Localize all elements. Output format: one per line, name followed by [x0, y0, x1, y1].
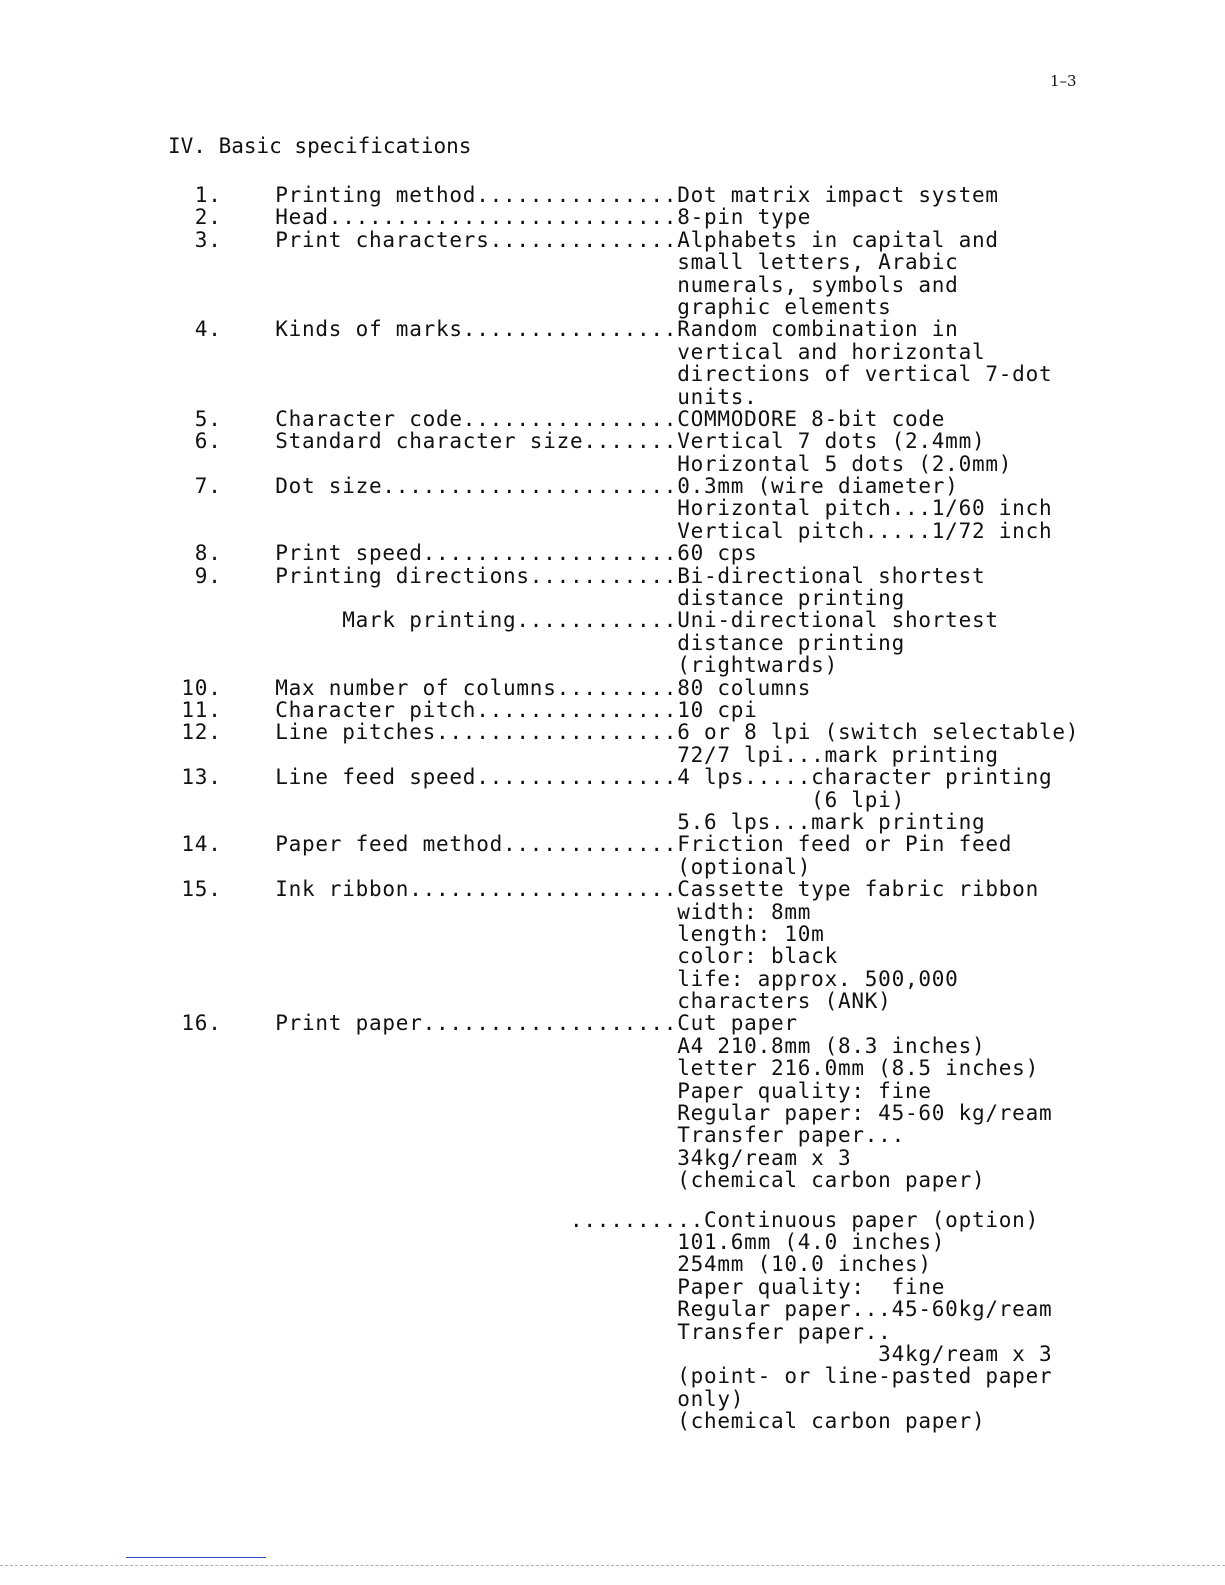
spec-line: 11. Character pitch...............10 cpi	[168, 697, 758, 722]
spec-line: (chemical carbon paper)	[168, 1168, 986, 1193]
spec-line: letter 216.0mm (8.5 inches)	[168, 1056, 1039, 1081]
spec-line: graphic elements	[168, 294, 892, 319]
spec-line: 15. Ink ribbon....................Cassette type fabric ribbon	[168, 877, 1039, 902]
spec-line: distance printing	[168, 586, 905, 611]
spec-line: 7. Dot size......................0.3mm (wire diameter)	[168, 474, 959, 499]
spec-line: 14. Paper feed method.............Friction feed or Pin feed	[168, 832, 1013, 857]
spec-line: 4. Kinds of marks................Random combination in	[168, 317, 959, 342]
spec-line: 34kg/ream x 3	[168, 1341, 1053, 1366]
spec-line: 9. Printing directions...........Bi-directional shortest	[168, 563, 986, 588]
spacer-line	[168, 1192, 1079, 1209]
spec-line: vertical and horizontal	[168, 339, 986, 364]
spec-line: 1. Printing method...............Dot matrix impact system	[168, 183, 999, 207]
spec-line: 16. Print paper...................Cut paper	[168, 1011, 798, 1036]
spec-line: (chemical carbon paper)	[168, 1409, 986, 1434]
section-heading: IV. Basic specifications	[168, 134, 472, 158]
spec-line: directions of vertical 7-dot	[168, 362, 1053, 387]
spec-line: (optional)	[168, 854, 812, 879]
spec-line: color: black	[168, 944, 838, 969]
spec-line: 72/7 lpi...mark printing	[168, 742, 999, 767]
spec-line: Transfer paper..	[168, 1319, 892, 1344]
spec-line: (6 lpi)	[168, 787, 905, 812]
spec-line: width: 8mm	[168, 899, 812, 924]
spec-line: Vertical pitch.....1/72 inch	[168, 518, 1053, 543]
scan-mark	[126, 1557, 266, 1558]
spec-line: 12. Line pitches..................6 or 8 lpi (switch selectable)	[168, 720, 1080, 745]
spec-line: characters (ANK)	[168, 989, 892, 1014]
spec-line: 5. Character code................COMMODORE 8-bit code	[168, 406, 946, 431]
spec-line: 2. Head..........................8-pin type	[168, 205, 812, 230]
spec-line: Transfer paper...	[168, 1123, 905, 1148]
spec-line: A4 210.8mm (8.3 inches)	[168, 1033, 986, 1058]
spec-line: 10. Max number of columns.........80 columns	[168, 675, 812, 700]
spec-line: length: 10m	[168, 921, 825, 946]
spec-line: life: approx. 500,000	[168, 966, 959, 991]
spec-line: (point- or line-pasted paper	[168, 1364, 1053, 1389]
spec-line: 13. Line feed speed...............4 lps.....character printing	[168, 765, 1053, 790]
spec-line: 8. Print speed...................60 cps	[168, 541, 758, 566]
spec-line: 254mm (10.0 inches)	[168, 1252, 932, 1277]
spec-line: Horizontal pitch...1/60 inch	[168, 496, 1053, 521]
spec-line: Paper quality: fine	[168, 1078, 932, 1103]
spec-line: 6. Standard character size.......Vertical 7 dots (2.4mm)	[168, 429, 986, 454]
spec-line: only)	[168, 1386, 745, 1411]
spec-line: small letters, Arabic	[168, 250, 959, 275]
spec-line: Regular paper...45-60kg/ream	[168, 1297, 1053, 1322]
spec-line: 5.6 lps...mark printing	[168, 809, 986, 834]
page-number: 1–3	[1050, 72, 1077, 90]
spec-line: 3. Print characters..............Alphabets in capital and	[168, 227, 999, 252]
spec-line: 101.6mm (4.0 inches)	[168, 1229, 946, 1254]
spec-line: 34kg/ream x 3	[168, 1145, 852, 1170]
spec-line: ..........Continuous paper (option)	[168, 1207, 1039, 1232]
spec-line: Paper quality: fine	[168, 1274, 946, 1299]
spec-line: Horizontal 5 dots (2.0mm)	[168, 451, 1013, 476]
spec-line: numerals, symbols and	[168, 272, 959, 297]
spec-line: Regular paper: 45-60 kg/ream	[168, 1101, 1053, 1126]
spec-line: Mark printing............Uni-directional shortest	[168, 608, 999, 633]
footer-rule	[0, 1565, 1225, 1568]
spec-line: distance printing	[168, 630, 905, 655]
spec-line: (rightwards)	[168, 653, 838, 678]
specifications-list	[168, 184, 1079, 1432]
spec-line: units.	[168, 384, 758, 409]
